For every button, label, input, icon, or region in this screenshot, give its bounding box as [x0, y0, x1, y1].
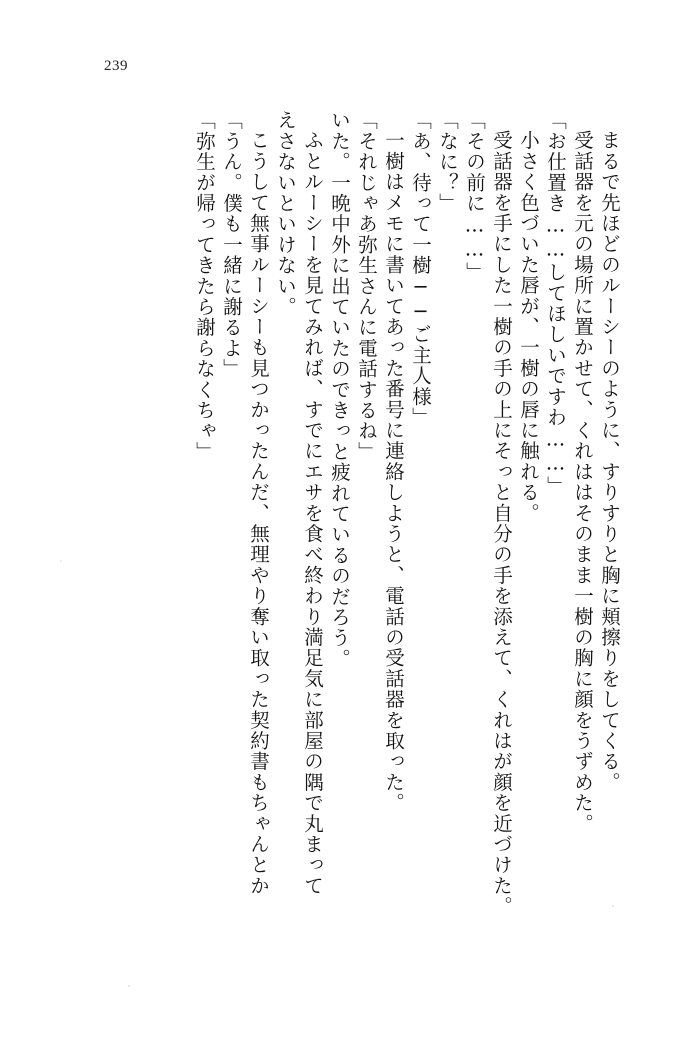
text-column: 「それじゃあ弥生さんに電話するね」 [355, 110, 378, 462]
text-column: いた。一晩中外に出ていたのできっと疲れているのだろう。 [328, 110, 351, 669]
text-column: えさないといけない。 [274, 110, 297, 317]
scan-speck [60, 560, 62, 562]
text-column: ふとルーシーを見てみれば、すでにエサを食べ終わり満足気に部屋の隅で丸まって [301, 130, 324, 896]
text-column: 「弥生が帰ってきたら謝らなくちゃ」 [193, 110, 216, 462]
text-column: 「その前に……」 [463, 110, 486, 283]
text-column: 受話器を元の場所に置かせて、くれははそのまま一樹の胸に顔をうずめた。 [571, 130, 594, 834]
page-number: 239 [104, 58, 128, 74]
text-column: 「なに？」 [436, 110, 459, 214]
scan-speck [612, 905, 614, 907]
text-column: 一樹はメモに書いてあった番号に連絡しようと、電話の受話器を取った。 [382, 130, 405, 814]
text-column: 「うん。僕も一緒に謝るよ」 [220, 110, 243, 380]
text-column: 受話器を手にした一樹の手の上にそっと自分の手を添えて、くれはが顔を近づけた。 [490, 130, 513, 917]
vertical-text-block [187, 110, 619, 990]
text-column: 「あ、待って一樹──ご主人様」 [409, 110, 432, 428]
scan-speck [128, 985, 130, 987]
text-column: こうして無事ルーシーも見つかったんだ、無理やり奪い取った契約書もちゃんとか [247, 130, 270, 896]
text-column: 「お仕置き……してほしいですわ……」 [544, 110, 567, 497]
text-column: まるで先ほどのルーシーのように、すりすりと胸に頬擦りをしてくる。 [598, 130, 621, 793]
text-column: 小さく色づいた唇が、一樹の唇に触れる。 [517, 130, 540, 524]
